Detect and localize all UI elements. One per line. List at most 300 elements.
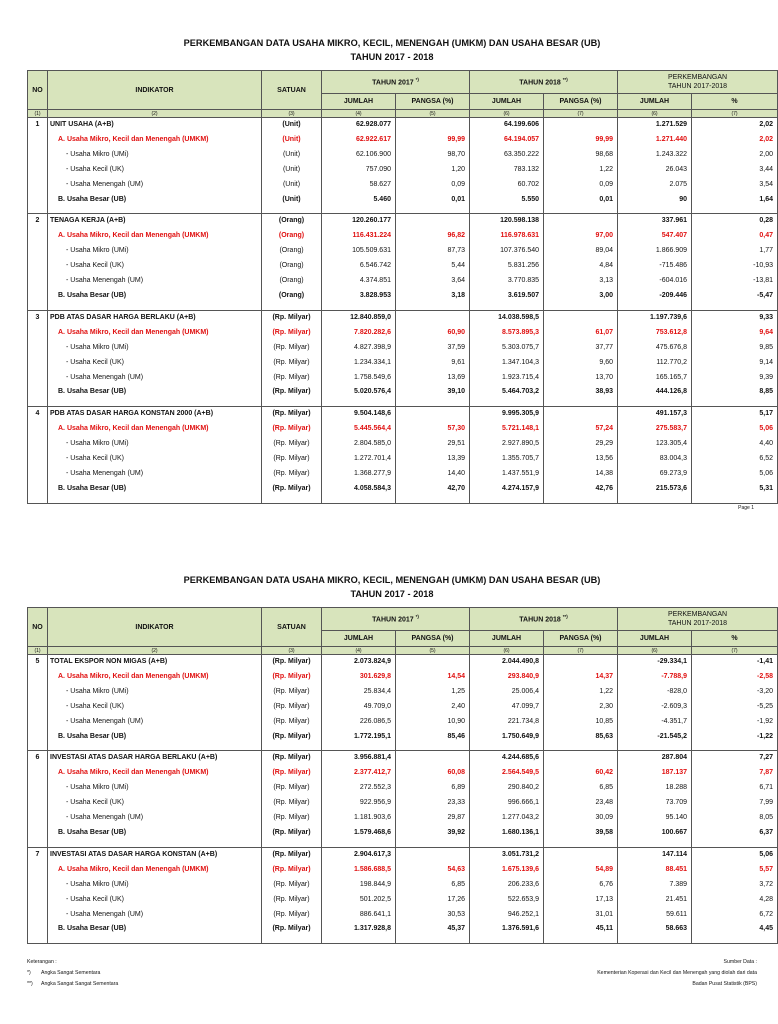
pangsa-2018-cell (544, 407, 618, 422)
persen-perkembangan-cell: 3,72 (692, 878, 778, 893)
persen-perkembangan-cell: 1,77 (692, 244, 778, 259)
jumlah-2017-cell: 4.827.398,9 (322, 341, 396, 356)
pangsa-2018-cell: 9,60 (544, 356, 618, 371)
table-row (28, 655, 778, 670)
table-row (28, 259, 778, 274)
persen-perkembangan-cell: 9,39 (692, 371, 778, 386)
indikator-cell: - Usaha Kecil (UK) (48, 452, 262, 467)
satuan-cell: (Rp. Milyar) (262, 371, 322, 386)
satuan-cell: (Rp. Milyar) (262, 670, 322, 685)
jumlah-perkembangan-cell: 2.075 (618, 178, 692, 193)
pangsa-2017-cell: 57,30 (396, 422, 470, 437)
group-separator (28, 497, 778, 504)
jumlah-perkembangan-cell: 59.611 (618, 908, 692, 923)
separator-cell (692, 497, 778, 504)
jumlah-perkembangan-cell: 90 (618, 193, 692, 208)
indikator-cell: - Usaha Menengah (UM) (48, 908, 262, 923)
table-row (28, 781, 778, 796)
jumlah-2017-cell: 886.641,1 (322, 908, 396, 923)
jumlah-perkembangan-cell: 112.770,2 (618, 356, 692, 371)
pangsa-2017-cell: 39,92 (396, 826, 470, 841)
pangsa-2018-cell: 85,63 (544, 730, 618, 745)
pangsa-2018-cell: 3,00 (544, 289, 618, 304)
table-row (28, 796, 778, 811)
header-pangsa-2017: PANGSA (%) (396, 94, 470, 110)
footnotes-right (597, 957, 757, 990)
satuan-cell: (Rp. Milyar) (262, 700, 322, 715)
jumlah-perkembangan-cell: 123.305,4 (618, 437, 692, 452)
colnum: (6) (470, 647, 544, 655)
row-number (28, 178, 48, 193)
jumlah-2017-cell: 6.546.742 (322, 259, 396, 274)
pangsa-2017-cell: 99,99 (396, 133, 470, 148)
row-number: 2 (28, 214, 48, 229)
jumlah-2017-cell: 1.317.928,8 (322, 922, 396, 937)
pangsa-2018-cell: 2,30 (544, 700, 618, 715)
persen-perkembangan-cell: 4,40 (692, 437, 778, 452)
pangsa-2018-cell: 54,89 (544, 863, 618, 878)
jumlah-2018-cell: 221.734,8 (470, 715, 544, 730)
indikator-cell: - Usaha Menengah (UM) (48, 178, 262, 193)
indikator-cell: - Usaha Menengah (UM) (48, 274, 262, 289)
satuan-cell: (Unit) (262, 118, 322, 133)
jumlah-2018-cell: 14.038.598,5 (470, 310, 544, 325)
colnum: (4) (322, 647, 396, 655)
pangsa-2018-cell: 30,09 (544, 811, 618, 826)
jumlah-2017-cell: 62.922.617 (322, 133, 396, 148)
jumlah-2018-cell: 2.927.890,5 (470, 437, 544, 452)
pangsa-2017-cell: 17,26 (396, 893, 470, 908)
header-no: NO (28, 71, 48, 110)
jumlah-2017-cell: 62.928.077 (322, 118, 396, 133)
jumlah-perkembangan-cell: 1.271.440 (618, 133, 692, 148)
satuan-cell: (Rp. Milyar) (262, 326, 322, 341)
satuan-cell: (Rp. Milyar) (262, 482, 322, 497)
header-tahun-2018: TAHUN 2018 **) (470, 71, 618, 94)
jumlah-perkembangan-cell: 1.271.529 (618, 118, 692, 133)
satuan-cell: (Orang) (262, 214, 322, 229)
persen-perkembangan-cell: 2,00 (692, 148, 778, 163)
table-row (28, 922, 778, 937)
row-number (28, 422, 48, 437)
pangsa-2017-cell (396, 847, 470, 862)
jumlah-2018-cell: 1.923.715,4 (470, 371, 544, 386)
pangsa-2017-cell: 1,25 (396, 685, 470, 700)
persen-perkembangan-cell: 2,02 (692, 118, 778, 133)
persen-perkembangan-cell: 8,05 (692, 811, 778, 826)
pangsa-2017-cell: 30,53 (396, 908, 470, 923)
jumlah-perkembangan-cell: 21.451 (618, 893, 692, 908)
table-row (28, 826, 778, 841)
persen-perkembangan-cell: 6,72 (692, 908, 778, 923)
satuan-cell: (Rp. Milyar) (262, 356, 322, 371)
separator-cell (618, 497, 692, 504)
jumlah-perkembangan-cell: 165.165,7 (618, 371, 692, 386)
row-number (28, 811, 48, 826)
colnum: (6) (618, 110, 692, 118)
row-number (28, 685, 48, 700)
jumlah-2017-cell: 1.181.903,6 (322, 811, 396, 826)
satuan-cell: (Orang) (262, 244, 322, 259)
pangsa-2018-cell: 61,07 (544, 326, 618, 341)
pangsa-2017-cell: 14,54 (396, 670, 470, 685)
header-satuan: SATUAN (262, 608, 322, 647)
pangsa-2018-cell (544, 751, 618, 766)
indikator-cell: - Usaha Menengah (UM) (48, 371, 262, 386)
pangsa-2018-cell: 14,38 (544, 467, 618, 482)
jumlah-2018-cell: 4.244.685,6 (470, 751, 544, 766)
separator-cell (396, 497, 470, 504)
indikator-cell: B. Usaha Besar (UB) (48, 193, 262, 208)
pangsa-2018-cell: 45,11 (544, 922, 618, 937)
jumlah-2018-cell: 5.550 (470, 193, 544, 208)
separator-cell (262, 497, 322, 504)
jumlah-perkembangan-cell: 100.667 (618, 826, 692, 841)
jumlah-perkembangan-cell: 26.043 (618, 163, 692, 178)
pangsa-2017-cell: 29,87 (396, 811, 470, 826)
table-row (28, 863, 778, 878)
jumlah-perkembangan-cell: 215.573,6 (618, 482, 692, 497)
satuan-cell: (Orang) (262, 274, 322, 289)
row-number: 7 (28, 847, 48, 862)
separator-cell (618, 937, 692, 944)
row-number (28, 781, 48, 796)
separator-cell (470, 937, 544, 944)
row-number: 5 (28, 655, 48, 670)
pangsa-2017-cell (396, 310, 470, 325)
jumlah-2018-cell: 47.099,7 (470, 700, 544, 715)
pangsa-2017-cell: 14,40 (396, 467, 470, 482)
persen-perkembangan-cell: 5,31 (692, 482, 778, 497)
persen-perkembangan-cell: 6,37 (692, 826, 778, 841)
satuan-cell: (Rp. Milyar) (262, 422, 322, 437)
row-number (28, 274, 48, 289)
table-row (28, 133, 778, 148)
jumlah-2018-cell: 64.199.606 (470, 118, 544, 133)
jumlah-2018-cell: 1.675.139,6 (470, 863, 544, 878)
persen-perkembangan-cell: 9,85 (692, 341, 778, 356)
separator-cell (48, 497, 262, 504)
colnum: (2) (48, 110, 262, 118)
colnum: (7) (692, 110, 778, 118)
pangsa-2017-cell: 0,09 (396, 178, 470, 193)
pangsa-2017-cell: 23,33 (396, 796, 470, 811)
jumlah-2017-cell: 7.820.282,6 (322, 326, 396, 341)
jumlah-2018-cell: 290.840,2 (470, 781, 544, 796)
jumlah-2018-cell: 1.680.136,1 (470, 826, 544, 841)
row-number (28, 863, 48, 878)
source-line-2: Badan Pusat Statistik (BPS) (692, 981, 757, 987)
row-number (28, 908, 48, 923)
jumlah-2018-cell: 1.750.649,9 (470, 730, 544, 745)
satuan-cell: (Rp. Milyar) (262, 751, 322, 766)
table-header (28, 71, 778, 118)
header-indikator: INDIKATOR (48, 608, 262, 647)
persen-perkembangan-cell: 6,52 (692, 452, 778, 467)
indikator-cell: A. Usaha Mikro, Kecil dan Menengah (UMKM) (48, 133, 262, 148)
jumlah-2017-cell: 116.431.224 (322, 229, 396, 244)
pangsa-2018-cell: 57,24 (544, 422, 618, 437)
pangsa-2017-cell: 6,89 (396, 781, 470, 796)
satuan-cell: (Orang) (262, 229, 322, 244)
colnum: (3) (262, 647, 322, 655)
table-row (28, 274, 778, 289)
pangsa-2018-cell: 42,76 (544, 482, 618, 497)
pangsa-2018-cell: 99,99 (544, 133, 618, 148)
persen-perkembangan-cell: 7,27 (692, 751, 778, 766)
satuan-cell: (Rp. Milyar) (262, 452, 322, 467)
row-number (28, 289, 48, 304)
jumlah-2017-cell: 5.020.576,4 (322, 385, 396, 400)
jumlah-2018-cell: 1.355.705,7 (470, 452, 544, 467)
jumlah-perkembangan-cell: 491.157,3 (618, 407, 692, 422)
table-row (28, 452, 778, 467)
pangsa-2018-cell: 97,00 (544, 229, 618, 244)
jumlah-2018-cell: 206.233,6 (470, 878, 544, 893)
pangsa-2017-cell: 85,46 (396, 730, 470, 745)
persen-perkembangan-cell: 4,45 (692, 922, 778, 937)
jumlah-2017-cell: 1.772.195,1 (322, 730, 396, 745)
colnum: (7) (544, 110, 618, 118)
umkm-table-page-1 (27, 70, 778, 504)
table-row (28, 341, 778, 356)
jumlah-2017-cell: 4.058.584,3 (322, 482, 396, 497)
table-row (28, 811, 778, 826)
row-number: 1 (28, 118, 48, 133)
pangsa-2018-cell: 3,13 (544, 274, 618, 289)
colnum: (7) (692, 647, 778, 655)
pangsa-2017-cell: 87,73 (396, 244, 470, 259)
row-number (28, 133, 48, 148)
page-title-line1: PERKEMBANGAN DATA USAHA MIKRO, KECIL, MENENGAH (UMKM) DAN USAHA BESAR (UB) (183, 38, 601, 48)
persen-perkembangan-cell: -5,25 (692, 700, 778, 715)
pangsa-2018-cell: 4,84 (544, 259, 618, 274)
pangsa-2018-cell: 31,01 (544, 908, 618, 923)
jumlah-perkembangan-cell: -29.334,1 (618, 655, 692, 670)
indikator-cell: A. Usaha Mikro, Kecil dan Menengah (UMKM) (48, 766, 262, 781)
jumlah-2018-cell: 2.564.549,5 (470, 766, 544, 781)
pangsa-2017-cell: 39,10 (396, 385, 470, 400)
satuan-cell: (Rp. Milyar) (262, 407, 322, 422)
pangsa-2018-cell: 6,76 (544, 878, 618, 893)
satuan-cell: (Rp. Milyar) (262, 893, 322, 908)
pangsa-2018-cell: 0,01 (544, 193, 618, 208)
indikator-cell: - Usaha Kecil (UK) (48, 796, 262, 811)
jumlah-2018-cell: 3.619.507 (470, 289, 544, 304)
indikator-cell: - Usaha Mikro (UMi) (48, 148, 262, 163)
row-number (28, 193, 48, 208)
jumlah-2018-cell: 120.598.138 (470, 214, 544, 229)
persen-perkembangan-cell: 5,06 (692, 467, 778, 482)
satuan-cell: (Orang) (262, 289, 322, 304)
jumlah-perkembangan-cell: -209.446 (618, 289, 692, 304)
pangsa-2017-cell: 96,82 (396, 229, 470, 244)
row-number (28, 482, 48, 497)
table-row (28, 670, 778, 685)
indikator-cell: A. Usaha Mikro, Kecil dan Menengah (UMKM) (48, 670, 262, 685)
indikator-cell: A. Usaha Mikro, Kecil dan Menengah (UMKM) (48, 422, 262, 437)
header-no: NO (28, 608, 48, 647)
pangsa-2018-cell: 13,70 (544, 371, 618, 386)
jumlah-2017-cell: 25.834,4 (322, 685, 396, 700)
header-jumlah-perkembangan: JUMLAH (618, 631, 692, 647)
footnotes-left (27, 957, 118, 990)
separator-cell (28, 497, 48, 504)
persen-perkembangan-cell: 1,64 (692, 193, 778, 208)
persen-perkembangan-cell: 9,14 (692, 356, 778, 371)
colnum: (7) (544, 647, 618, 655)
header-jumlah-2018: JUMLAH (470, 94, 544, 110)
jumlah-2017-cell: 226.086,5 (322, 715, 396, 730)
satuan-cell: (Unit) (262, 163, 322, 178)
pangsa-2018-cell: 10,85 (544, 715, 618, 730)
satuan-cell: (Unit) (262, 133, 322, 148)
table-row (28, 244, 778, 259)
pangsa-2017-cell: 3,64 (396, 274, 470, 289)
separator-cell (544, 497, 618, 504)
jumlah-2017-cell: 2.904.617,3 (322, 847, 396, 862)
pangsa-2018-cell: 1,22 (544, 163, 618, 178)
footnote-1: *) Angka Sangat Sementara (27, 970, 101, 976)
jumlah-2018-cell: 9.995.305,9 (470, 407, 544, 422)
row-number (28, 356, 48, 371)
header-pangsa-2018: PANGSA (%) (544, 94, 618, 110)
row-number (28, 796, 48, 811)
persen-perkembangan-cell: 5,57 (692, 863, 778, 878)
jumlah-2018-cell: 3.051.731,2 (470, 847, 544, 862)
source-line-1: Kementerian Koperasi dan Kecil dan Menengah yang diolah dari data (597, 970, 757, 976)
table-row (28, 356, 778, 371)
indikator-cell: - Usaha Kecil (UK) (48, 259, 262, 274)
persen-perkembangan-cell: 4,28 (692, 893, 778, 908)
pangsa-2018-cell: 39,58 (544, 826, 618, 841)
jumlah-2018-cell: 5.831.256 (470, 259, 544, 274)
satuan-cell: (Rp. Milyar) (262, 796, 322, 811)
pangsa-2018-cell: 37,77 (544, 341, 618, 356)
row-number (28, 326, 48, 341)
pangsa-2017-cell: 98,70 (396, 148, 470, 163)
jumlah-perkembangan-cell: 58.663 (618, 922, 692, 937)
pangsa-2017-cell: 54,63 (396, 863, 470, 878)
colnum: (6) (470, 110, 544, 118)
header-perkembangan: PERKEMBANGAN TAHUN 2017-2018 (618, 608, 778, 631)
table-row (28, 482, 778, 497)
page-2 (27, 573, 774, 944)
persen-perkembangan-cell: -1,22 (692, 730, 778, 745)
pangsa-2018-cell: 6,85 (544, 781, 618, 796)
pangsa-2017-cell (396, 214, 470, 229)
pangsa-2018-cell: 1,22 (544, 685, 618, 700)
jumlah-2017-cell: 501.202,5 (322, 893, 396, 908)
separator-cell (470, 497, 544, 504)
keterangan-label: Keterangan : (27, 959, 57, 965)
page-1 (27, 36, 774, 513)
indikator-cell: - Usaha Mikro (UMi) (48, 781, 262, 796)
pangsa-2018-cell: 89,04 (544, 244, 618, 259)
satuan-cell: (Rp. Milyar) (262, 385, 322, 400)
separator-cell (262, 937, 322, 944)
jumlah-2018-cell: 1.376.591,6 (470, 922, 544, 937)
indikator-cell: - Usaha Menengah (UM) (48, 467, 262, 482)
jumlah-2018-cell: 522.653,9 (470, 893, 544, 908)
persen-perkembangan-cell: 5,06 (692, 847, 778, 862)
pangsa-2017-cell: 0,01 (396, 193, 470, 208)
table-row (28, 878, 778, 893)
jumlah-2018-cell: 946.252,1 (470, 908, 544, 923)
jumlah-2017-cell: 198.844,9 (322, 878, 396, 893)
row-number (28, 826, 48, 841)
jumlah-2018-cell: 5.303.075,7 (470, 341, 544, 356)
table-row (28, 193, 778, 208)
satuan-cell: (Rp. Milyar) (262, 826, 322, 841)
satuan-cell: (Unit) (262, 148, 322, 163)
header-jumlah-2018: JUMLAH (470, 631, 544, 647)
satuan-cell: (Unit) (262, 193, 322, 208)
indikator-cell: - Usaha Mikro (UMi) (48, 685, 262, 700)
indikator-cell: TOTAL EKSPOR NON MIGAS (A+B) (48, 655, 262, 670)
row-number (28, 163, 48, 178)
table-row (28, 289, 778, 304)
jumlah-2018-cell: 783.132 (470, 163, 544, 178)
persen-perkembangan-cell: 9,64 (692, 326, 778, 341)
indikator-cell: TENAGA KERJA (A+B) (48, 214, 262, 229)
row-number (28, 385, 48, 400)
satuan-cell: (Rp. Milyar) (262, 341, 322, 356)
jumlah-2017-cell: 301.629,8 (322, 670, 396, 685)
colnum: (2) (48, 647, 262, 655)
row-number (28, 148, 48, 163)
indikator-cell: INVESTASI ATAS DASAR HARGA BERLAKU (A+B) (48, 751, 262, 766)
header-tahun-2017: TAHUN 2017 *) (322, 608, 470, 631)
jumlah-perkembangan-cell: 287.804 (618, 751, 692, 766)
satuan-cell: (Rp. Milyar) (262, 730, 322, 745)
jumlah-2017-cell: 3.828.953 (322, 289, 396, 304)
table-row (28, 229, 778, 244)
pangsa-2018-cell: 38,93 (544, 385, 618, 400)
table-row (28, 715, 778, 730)
jumlah-perkembangan-cell: 7.389 (618, 878, 692, 893)
pangsa-2017-cell: 42,70 (396, 482, 470, 497)
jumlah-2017-cell: 2.804.585,0 (322, 437, 396, 452)
table-row (28, 685, 778, 700)
pangsa-2017-cell: 1,20 (396, 163, 470, 178)
row-number (28, 229, 48, 244)
separator-cell (28, 937, 48, 944)
indikator-cell: A. Usaha Mikro, Kecil dan Menengah (UMKM) (48, 229, 262, 244)
header-pangsa-2017: PANGSA (%) (396, 631, 470, 647)
jumlah-2018-cell: 3.770.835 (470, 274, 544, 289)
indikator-cell: - Usaha Menengah (UM) (48, 811, 262, 826)
table-row (28, 700, 778, 715)
persen-perkembangan-cell: -1,92 (692, 715, 778, 730)
header-satuan: SATUAN (262, 71, 322, 110)
jumlah-perkembangan-cell: -828,0 (618, 685, 692, 700)
jumlah-2017-cell: 120.260.177 (322, 214, 396, 229)
persen-perkembangan-cell: 6,71 (692, 781, 778, 796)
jumlah-2017-cell: 62.106.900 (322, 148, 396, 163)
sumber-label: Sumber Data : (723, 959, 757, 965)
persen-perkembangan-cell: 0,47 (692, 229, 778, 244)
table-row (28, 730, 778, 745)
jumlah-2017-cell: 1.758.549,6 (322, 371, 396, 386)
jumlah-2017-cell: 105.509.631 (322, 244, 396, 259)
header-jumlah-2017: JUMLAH (322, 94, 396, 110)
jumlah-2018-cell: 5.721.148,1 (470, 422, 544, 437)
jumlah-2017-cell: 49.709,0 (322, 700, 396, 715)
row-number (28, 878, 48, 893)
pangsa-2017-cell: 3,18 (396, 289, 470, 304)
pangsa-2018-cell: 98,68 (544, 148, 618, 163)
